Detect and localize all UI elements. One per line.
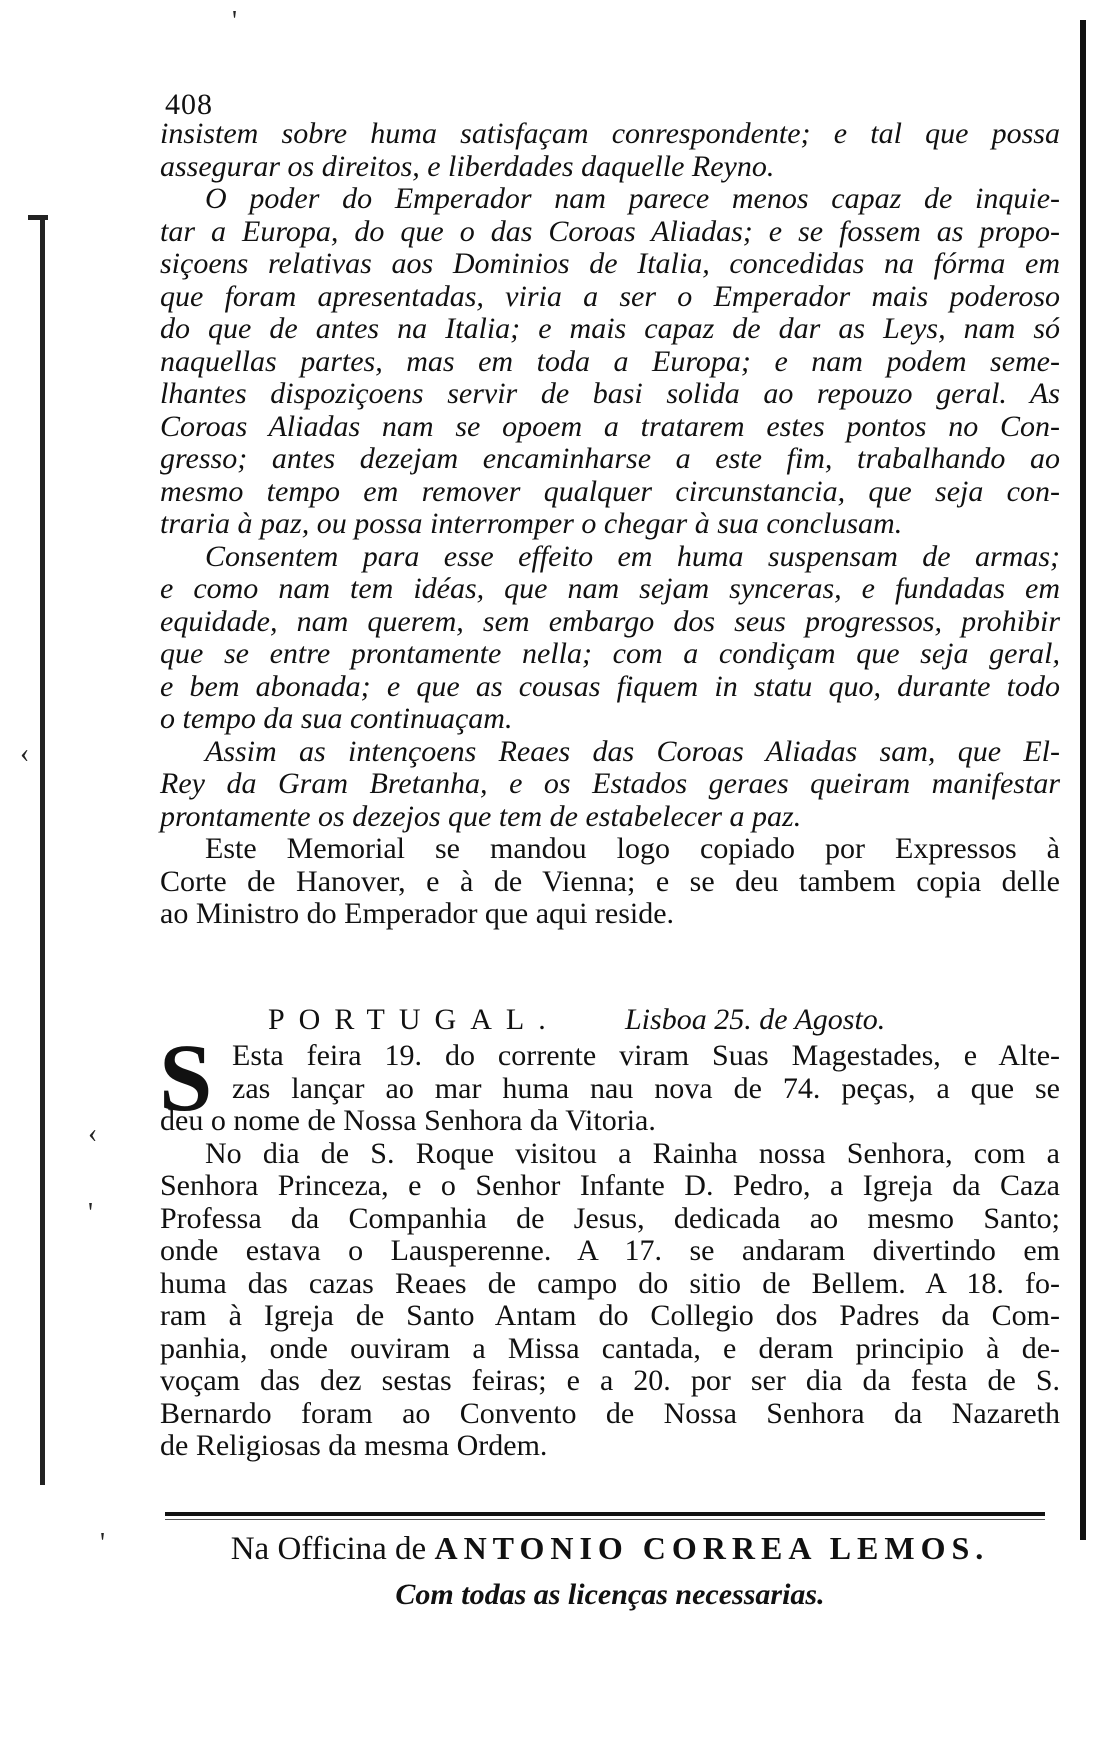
section-country: PORTUGAL. — [268, 1003, 560, 1036]
text-line: Assim as intençoens Reaes das Coroas Aliadas sam, que El- — [205, 734, 1060, 768]
paragraph — [160, 183, 1060, 541]
text-line: Senhora Princeza, e o Senhor Infante D. Pedro, a Igreja da Caza — [160, 1169, 1060, 1202]
text-line: zas lançar ao mar huma nau nova de 74. peças, a que se — [232, 1071, 1060, 1105]
imprint-line — [160, 1530, 1060, 1568]
paragraph — [160, 1040, 1060, 1138]
text-line: que se entre prontamente nella; com a condiçam que seja geral, — [160, 637, 1060, 670]
text-line: equidade, nam querem, sem embargo dos seus progressos, prohibir — [160, 604, 1060, 638]
text-line: Corte de Hanover, e à de Vienna; e se deu tambem copia delle — [160, 864, 1060, 898]
text-line: tar a Europa, do que o das Coroas Aliadas; e se fossem as propo- — [160, 214, 1060, 248]
text-line: e como nam tem idéas, que nam sejam synceras, e fundadas em — [160, 572, 1060, 605]
text-line: e bem abonada; e que as cousas fiquem in statu quo, durante todo — [160, 669, 1060, 703]
text-line: mesmo tempo em remover qualquer circunstancia, que seja con- — [160, 474, 1060, 508]
scan-speck: ‹ — [88, 1118, 98, 1149]
scan-border-left-tick — [28, 215, 48, 220]
text-line: Consentem para esse effeito em huma suspensam de armas; — [205, 539, 1060, 573]
text-line: Esta feira 19. do corrente viram Suas Magestades, e Alte- — [232, 1039, 1060, 1072]
footer-rule-thin — [165, 1519, 1045, 1520]
text-line: voçam das dez sestas feiras; e a 20. por ser dia da festa de S. — [160, 1364, 1060, 1397]
text-line: assegurar os direitos, e liberdades daquelle Reyno. — [160, 149, 775, 183]
imprint-printer: ANTONIO CORREA LEMOS. — [434, 1530, 990, 1566]
text-line: onde estava o Lausperenne. A 17. se andaram divertindo em — [160, 1234, 1060, 1267]
text-line: Este Memorial se mandou logo copiado por Expressos à — [205, 832, 1060, 865]
paragraph — [160, 1138, 1060, 1463]
text-line: huma das cazas Reaes de campo do sitio de Bellem. A 18. fo- — [160, 1266, 1060, 1300]
text-line: siçoens relativas aos Dominios de Italia, concedidas na fórma em — [160, 247, 1060, 280]
text-line: Coroas Aliadas nam se opoem a tratarem estes pontos no Con- — [160, 409, 1060, 443]
scan-speck: ‹ — [20, 738, 30, 769]
text-line: insistem sobre huma satisfaçam conrespondente; e tal que possa — [160, 117, 1060, 150]
scan-speck: ' — [232, 6, 238, 37]
section-heading — [160, 1003, 1060, 1039]
text-line: ram à Igreja de Santo Antam do Collegio dos Padres da Com- — [160, 1299, 1060, 1332]
text-line: prontamente os dezejos que tem de estabelecer a paz. — [160, 799, 802, 833]
page-number: 408 — [165, 88, 213, 121]
text-line: que foram apresentadas, viria a ser o Emperador mais poderoso — [160, 279, 1060, 313]
paragraph — [160, 736, 1060, 834]
scan-border-left — [40, 220, 45, 1485]
scan-speck: ' — [100, 1528, 106, 1559]
text-line: traria à paz, ou possa interromper o chegar à sua conclusam. — [160, 507, 903, 540]
text-line: O poder do Emperador nam parece menos capaz de inquie- — [205, 182, 1060, 215]
section-dateline: Lisboa 25. de Agosto. — [625, 1003, 886, 1036]
text-line: o tempo da sua continuaçam. — [160, 702, 513, 735]
text-line: Rey da Gram Bretanha, e os Estados geraes queiram manifestar — [160, 767, 1060, 800]
text-line: de Religiosas da mesma Ordem. — [160, 1429, 548, 1462]
text-line: Professa da Companhia de Jesus, dedicada ao mesmo Santo; — [160, 1201, 1060, 1235]
article-body-top — [160, 118, 1060, 931]
text-line: naquellas partes, mas em toda a Europa; e nam podem seme- — [160, 344, 1060, 378]
paragraph — [160, 833, 1060, 931]
text-line: Bernardo foram ao Convento de Nossa Senhora da Nazareth — [160, 1396, 1060, 1430]
article-body-bottom — [160, 1040, 1060, 1463]
paragraph — [160, 541, 1060, 736]
text-line: ao Ministro do Emperador que aqui reside. — [160, 897, 675, 930]
imprint-licenses: Com todas as licenças necessarias. — [395, 1578, 825, 1611]
text-line: panhia, onde ouviram a Missa cantada, e deram principio à de- — [160, 1331, 1060, 1365]
scan-speck: ' — [88, 1198, 94, 1229]
paragraph — [160, 118, 1060, 183]
text-line: do que de antes na Italia; e mais capaz de dar as Leys, nam só — [160, 312, 1060, 345]
text-line: No dia de S. Roque visitou a Rainha nossa Senhora, com a — [205, 1136, 1060, 1170]
imprint-prefix: Na Officina de — [230, 1531, 427, 1567]
footer-rule — [165, 1512, 1045, 1516]
text-line: gresso; antes dezejam encaminharse a este fim, trabalhando ao — [160, 442, 1060, 475]
text-line: lhantes dispoziçoens servir de basi solida ao repouzo geral. As — [160, 377, 1060, 410]
drop-cap: S — [159, 1024, 213, 1131]
text-line: deu o nome de Nossa Senhora da Vitoria. — [160, 1104, 656, 1137]
scan-border-right — [1080, 20, 1086, 1540]
